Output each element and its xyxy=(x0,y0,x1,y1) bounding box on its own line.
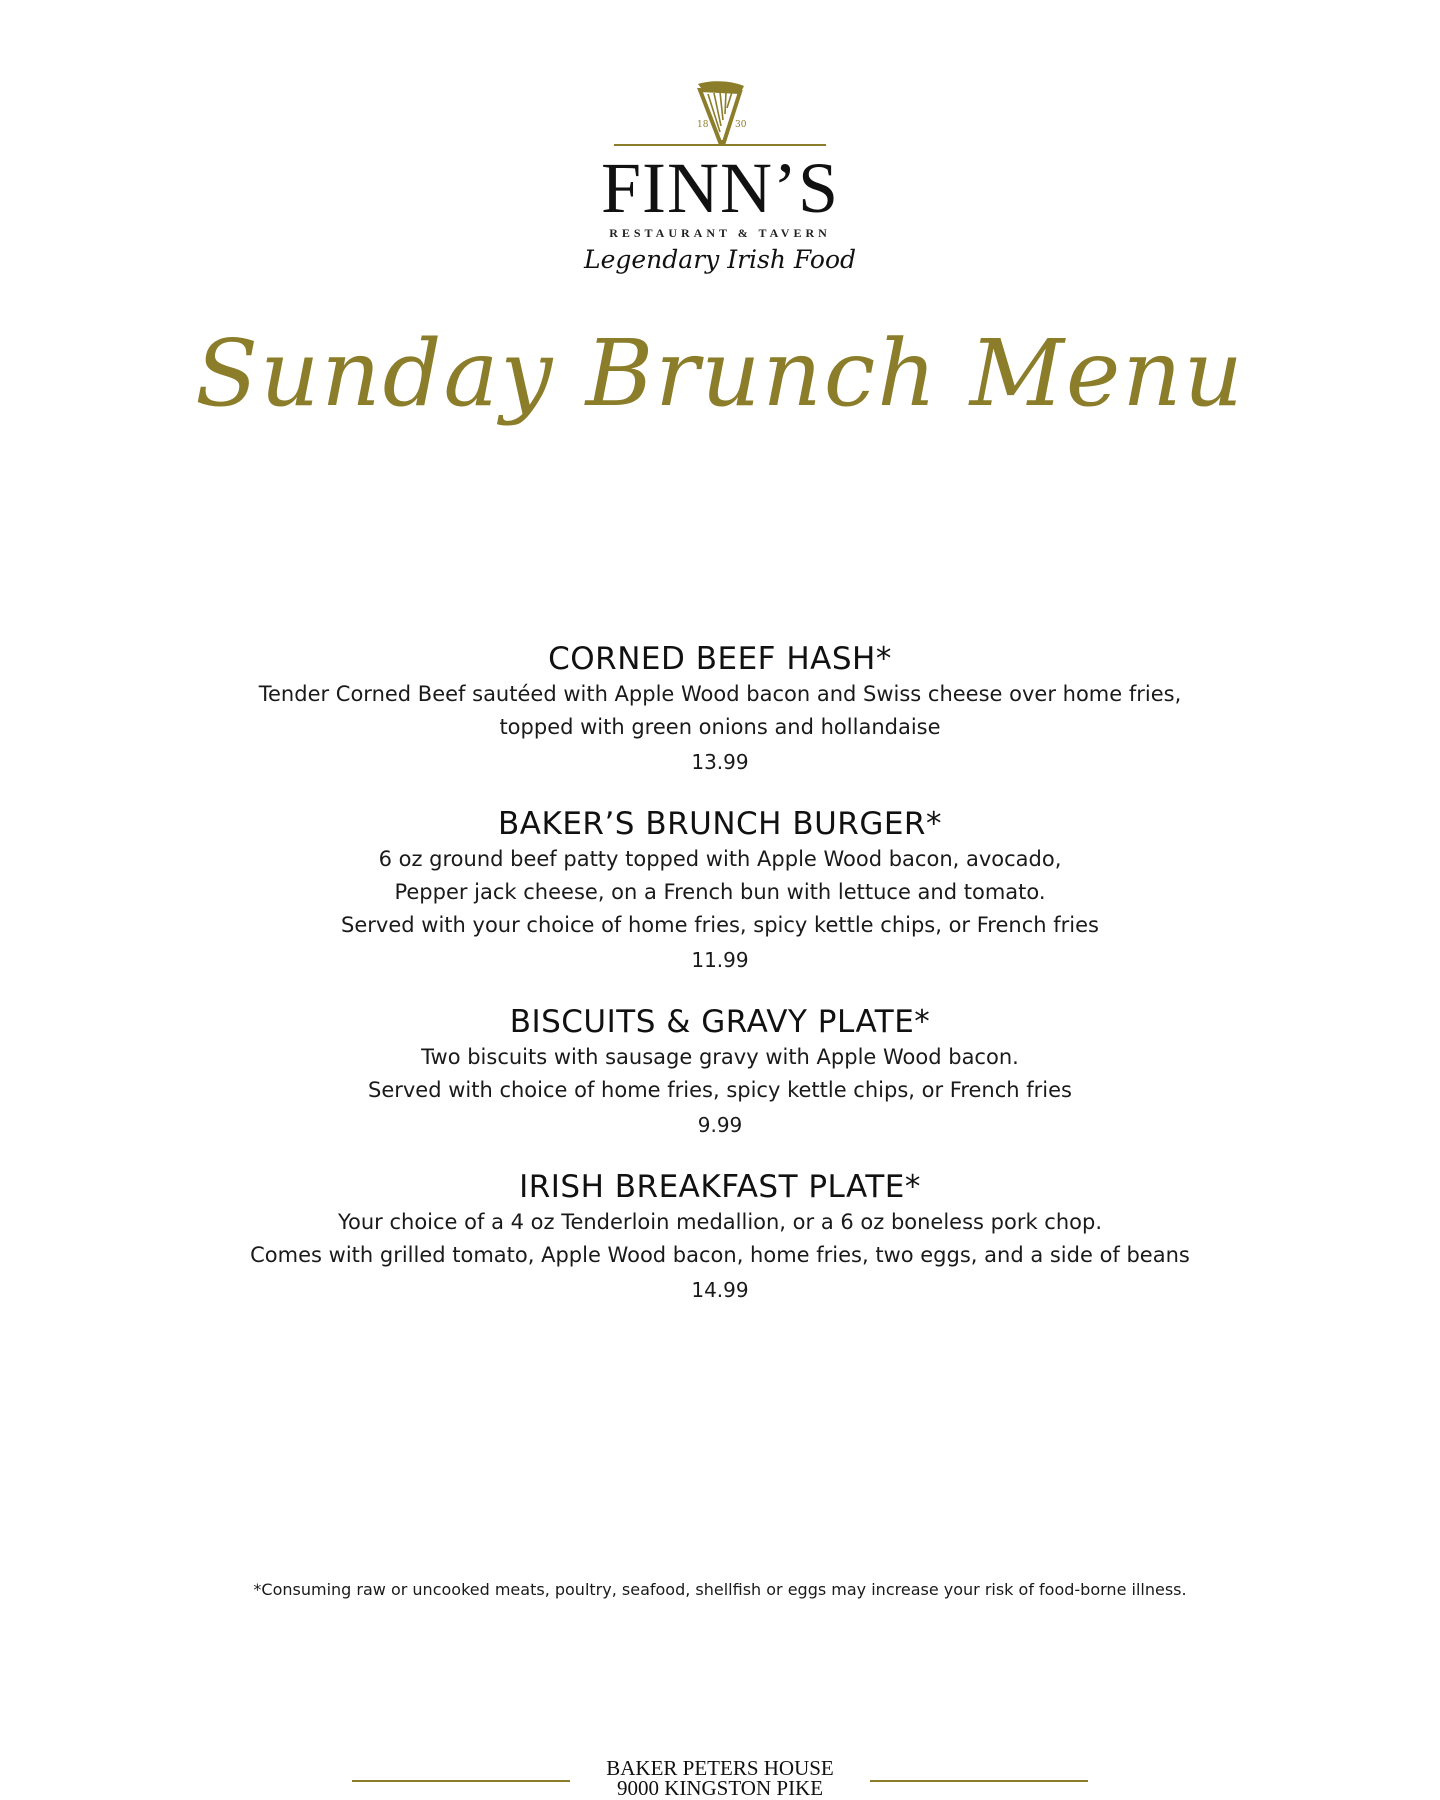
menu-item-description: Pepper jack cheese, on a French bun with lettuce and tomato. xyxy=(394,880,1046,904)
menu-item xyxy=(0,1168,1440,1307)
restaurant-logo xyxy=(0,80,1440,274)
menu-item-description: topped with green onions and hollandaise xyxy=(499,715,941,739)
logo-year-right: 30 xyxy=(735,120,747,130)
menu-item xyxy=(0,640,1440,779)
menu-item xyxy=(0,805,1440,977)
logo-year-left: 18 xyxy=(697,120,709,130)
menu-item-name: BAKER’S BRUNCH BURGER* xyxy=(498,806,942,842)
menu-list xyxy=(0,640,1440,1333)
menu-item xyxy=(0,1003,1440,1142)
menu-item-description: 6 oz ground beef patty topped with Apple Wood bacon, avocado, xyxy=(378,847,1062,871)
brand-tagline: Legendary Irish Food xyxy=(583,245,856,274)
footer-line-2: 9000 KINGSTON PIKE xyxy=(616,1776,824,1800)
brand-name: FINN’S xyxy=(600,148,840,228)
brand-subtitle: RESTAURANT & TAVERN xyxy=(609,226,831,240)
food-safety-disclaimer: *Consuming raw or uncooked meats, poultry, seafood, shellfish or eggs may increase your risk of food-borne illness. xyxy=(253,1580,1187,1599)
footer-line-1: BAKER PETERS HOUSE xyxy=(606,1756,834,1780)
menu-item-description: Two biscuits with sausage gravy with Apple Wood bacon. xyxy=(421,1045,1019,1069)
menu-item-price: 9.99 xyxy=(697,1113,743,1137)
menu-item-price: 13.99 xyxy=(691,750,749,774)
logo-divider xyxy=(614,144,826,146)
menu-item-description: Served with your choice of home fries, spicy kettle chips, or French fries xyxy=(341,913,1099,937)
menu-item-name: IRISH BREAKFAST PLATE* xyxy=(519,1169,921,1205)
menu-item-price: 14.99 xyxy=(691,1278,749,1302)
footer-address xyxy=(0,1758,1440,1800)
menu-item-description: Tender Corned Beef sautéed with Apple Wood bacon and Swiss cheese over home fries, xyxy=(258,682,1182,706)
menu-item-description: Comes with grilled tomato, Apple Wood bacon, home fries, two eggs, and a side of beans xyxy=(250,1243,1190,1267)
menu-item-price: 11.99 xyxy=(691,948,749,972)
menu-item-name: CORNED BEEF HASH* xyxy=(548,641,892,677)
menu-item-description: Served with choice of home fries, spicy kettle chips, or French fries xyxy=(367,1078,1072,1102)
menu-item-name: BISCUITS & GRAVY PLATE* xyxy=(509,1004,931,1040)
page-title: Sunday Brunch Menu xyxy=(195,320,1245,427)
harp-icon xyxy=(690,80,750,146)
menu-item-description: Your choice of a 4 oz Tenderloin medallion, or a 6 oz boneless pork chop. xyxy=(337,1210,1103,1234)
footer-text xyxy=(0,1758,1440,1798)
